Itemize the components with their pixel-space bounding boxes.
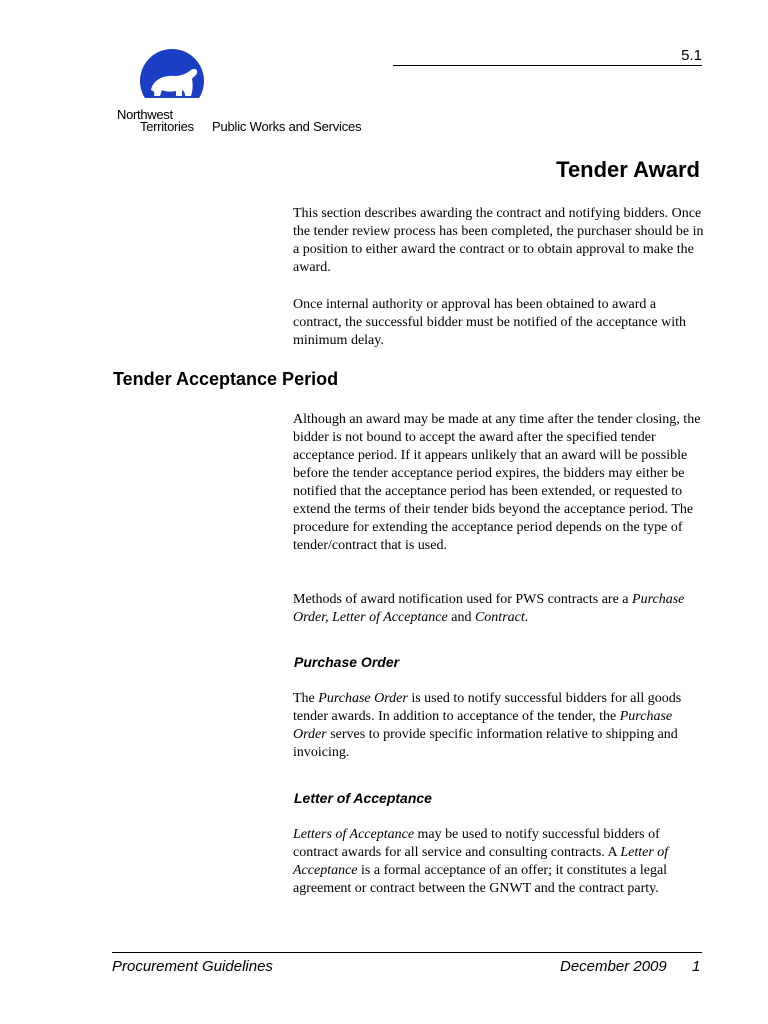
subheading-letter-of-acceptance: Letter of Acceptance	[294, 790, 432, 806]
po-text-1: The	[293, 691, 315, 706]
logo-text-territories: Territories	[140, 119, 194, 134]
intro-paragraph-1: This section describes awarding the contract and notifying bidders. Once the tender review process has been completed, the purchaser should be in a position to either award the contract or to obtain approval to make the award.	[293, 206, 704, 275]
notification-methods-paragraph	[293, 591, 705, 627]
page-number: 1	[692, 958, 701, 975]
purchase-order-paragraph	[293, 690, 705, 762]
section-heading-acceptance-period: Tender Acceptance Period	[113, 369, 339, 389]
acceptance-period-paragraph: Although an award may be made at any time after the tender closing, the bidder is not bound to accept the award after the specified tender acceptance period. If it appears unlikely that an award will be possible before the tender acceptance period expires, the bidders may either be notified that the acceptance period has been extended, or requested to extend the terms of their tender bids beyond the acceptance period. The procedure for extending the acceptance period depends on the type of tender/contract that is used.	[293, 412, 701, 553]
po-term-1: Purchase Order	[318, 691, 408, 706]
header-rule	[393, 65, 702, 66]
methods-text-suffix: .	[524, 610, 529, 625]
letter-of-acceptance-paragraph	[293, 826, 705, 898]
methods-text-prefix: Methods of award notification used for PWS contracts are a	[293, 592, 629, 607]
po-term-2: Purchase Order	[293, 709, 673, 742]
po-text-2: is used to notify successful bidders for all goods tender awards. In addition to acceptance of the tender, the	[293, 691, 682, 724]
section-number: 5.1	[681, 47, 702, 64]
loa-term-2: Letter of Acceptance	[293, 845, 669, 878]
loa-term-1: Letters of Acceptance	[293, 827, 415, 842]
loa-text-1: may be used to notify successful bidders of contract awards for all service and consulting contracts. A	[293, 827, 660, 860]
footer-title: Procurement Guidelines	[112, 958, 273, 975]
methods-text-and: and	[451, 610, 472, 625]
po-text-3: serves to provide specific information relative to shipping and invoicing.	[293, 727, 678, 760]
loa-text-2: is a formal acceptance of an offer; it constitutes a legal agreement or contract between the GNWT and the contract party.	[293, 863, 668, 896]
footer-date: December 2009	[560, 958, 667, 975]
methods-item-contract: Contract	[474, 610, 525, 625]
intro-paragraph-2: Once internal authority or approval has been obtained to award a contract, the successful bidder must be notified of the acceptance with minimum delay.	[293, 297, 687, 348]
footer-rule	[112, 952, 702, 953]
department-name: Public Works and Services	[212, 119, 362, 134]
subheading-purchase-order: Purchase Order	[294, 654, 400, 670]
logo-text-northwest: Northwest	[117, 107, 173, 122]
page-title: Tender Award	[556, 157, 700, 182]
nwt-polar-bear-logo	[135, 46, 210, 112]
methods-item-po-loa: Purchase Order, Letter of Acceptance	[293, 592, 685, 625]
